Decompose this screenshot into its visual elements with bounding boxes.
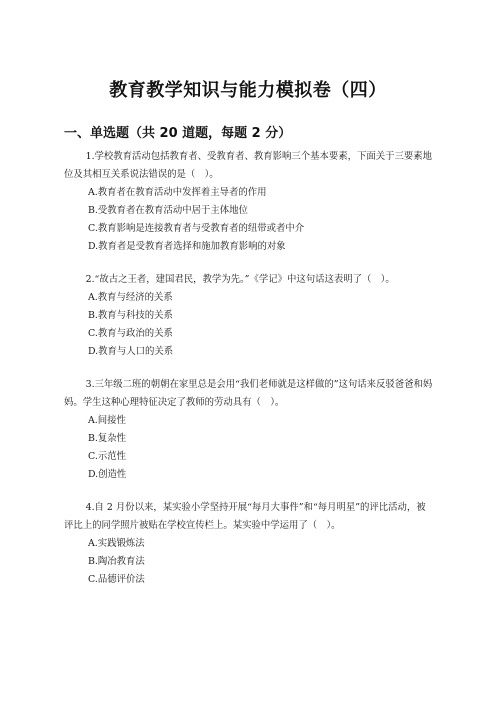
section-heading: 一、单选题（共 20 道题，每题 2 分） [64, 126, 292, 141]
option-c: C.教育影响是连接教育者与受教育者的纽带或者中介 [88, 223, 305, 234]
question-stem: 1.学校教育活动包括教育者、受教育者、教育影响三个基本要素，下面关于三要素地位及其相互关系说法错误的是（ ）。 [64, 151, 433, 180]
question-stem: 2.“故古之王者，建国君民，教学为先。”《学记》中这句话这表明了（ ）。 [85, 274, 395, 285]
question-1 [64, 148, 434, 256]
option-a: A.教育者在教育活动中发挥着主导者的作用 [88, 187, 267, 198]
page-title: 教育教学知识与能力模拟卷（四） [109, 80, 387, 101]
option-c: C.教育与政治的关系 [88, 328, 173, 339]
question-list [64, 148, 434, 604]
option-b: B.复杂性 [88, 433, 126, 444]
option-b: B.受教育者在教育活动中居于主体地位 [88, 205, 248, 216]
option-b: B.教育与科技的关系 [88, 310, 173, 321]
option-c: C.示范性 [88, 451, 126, 462]
question-4 [64, 499, 434, 589]
option-d: D.教育者是受教育者选择和施加教育影响的对象 [88, 241, 286, 252]
option-a: A.间接性 [88, 415, 126, 426]
option-d: D.教育与人口的关系 [88, 346, 174, 357]
option-d: D.创造性 [88, 469, 127, 480]
option-a: A.教育与经济的关系 [88, 292, 173, 303]
question-3 [64, 376, 434, 484]
option-a: A.实践锻炼法 [88, 538, 145, 549]
option-c: C.品德评价法 [88, 574, 145, 585]
question-stem: 3.三年级二班的朝朝在家里总是会用“我们老师就是这样做的”这句话来反驳爸爸和妈妈。学生这种心理特征决定了教师的劳动具有（ ）。 [64, 379, 433, 408]
question-2 [64, 271, 434, 361]
question-stem: 4.自 2 月份以来，某实验小学坚持开展“每月大事件”和“每月明星”的评比活动，被评比上的同学照片被贴在学校宣传栏上。某实验中学运用了（ ）。 [64, 502, 426, 531]
option-b: B.陶冶教育法 [88, 556, 145, 567]
